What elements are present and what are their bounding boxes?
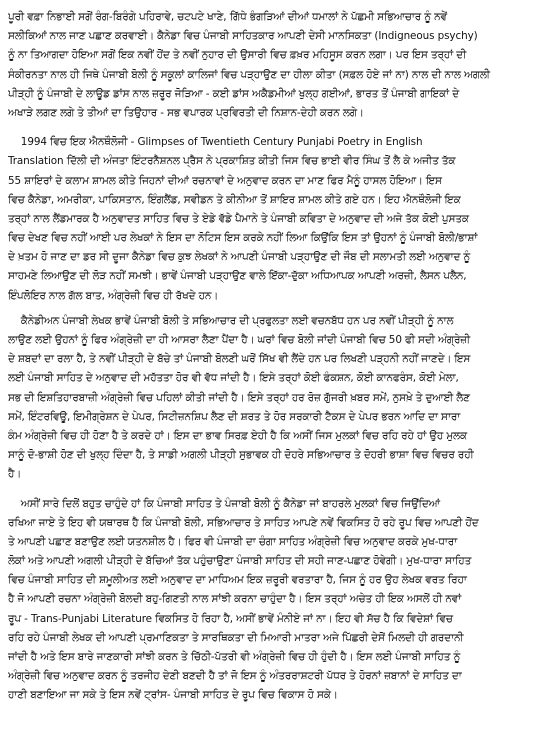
text-line: ਰੂਪ - Trans-Punjabi Literature ਵਿਕਸਿਤ ਹੋ ਰਿਹਾ ਹੈ, ਅਸੀਂ ਭਾਵੇਂ ਮੰਨੀਏ ਜਾਂ ਨਾ। ਇਹ ਵੀ ਸੱਚ ਹੈ ਕਿ ਵਿਦੇਸ਼ਾਂ ਵਿਚ	[8, 612, 453, 625]
text-line: ਵਿਚ ਦੇਖਣ ਵਿਚ ਨਹੀਂ ਆਈ ਪਰ ਲੇਖਕਾਂ ਨੇ ਇਸ ਦਾ ਨੋਟਿਸ ਇਸ ਕਰਕੇ ਨਹੀਂ ਲਿਆ ਕਿਉਂਕਿ ਇਸ ਤਾਂ ਉਹਨਾਂ ਨੂੰ ਪੰਜਾਬੀ ਬੋਲੀ/ਭਾਸ਼ਾਂ	[8, 232, 478, 245]
text-line: ਇੰਪਲੋਇਰ ਨਾਲ ਗੱਲ ਬਾਤ, ਅੰਗ੍ਰੇਜ਼ੀ ਵਿਚ ਹੀ ਰੱਖਦੇ ਹਨ।	[8, 289, 219, 302]
text-line: ਰਹਿ ਰਹੇ ਪੰਜਾਬੀ ਲੇਖਕ ਦੀ ਆਪਣੀ ਪ੍ਰਮਾਣਿਕਤਾ ਤੇ ਸਾਰਥਿਕਤਾ ਦੀ ਮਿਆਰੀ ਮਾਤਰਾ ਅਜੇ ਪਿੱਛਰੀ ਦੇਸੋਂ ਮਿਲਦੀ ਹੀ ਗਰਦਾਨੀ	[8, 631, 464, 644]
text-line: ਸੰਕੀਰਨਤਾ ਨਾਲ ਹੀ ਜਿਥੇ ਪੰਜਾਬੀ ਬੋਲੀ ਨੂੰ ਸਕੂਲਾਂ ਕਾਲਿਜਾਂ ਵਿਚ ਪੜ੍ਹਾਉਣ ਦਾ ਹੀਲਾ ਕੀਤਾ (ਸਫ਼ਲ ਹੋਏ ਜਾਂ ਨਾ) ਨਾਲ ਦੀ ਨਾਲ ਅਗਲੀ	[8, 68, 490, 81]
text-line: ਸਾਹਮਣੇ ਲਿਆਉਣ ਦੀ ਲੋੜ ਨਹੀਂ ਸਮਝੀ। ਭਾਵੇਂ ਪੰਜਾਬੀ ਪੜ੍ਹਾਉਣ ਵਾਲੇ ਇੱਕਾ-ਦੁੱਕਾ ਅਧਿਆਪਕ ਆਪਣੀ ਅਰਜ਼ੀ, ਲੈਸਨ ਪਲੈਨ,	[8, 270, 467, 283]
text-line: 1994 ਵਿਚ ਇਕ ਐਨਥੌਲੋਜੀ - Glimpses of Twentieth Century Punjabi Poetry in English	[8, 136, 423, 149]
text-line: ਹੈ।	[8, 468, 22, 481]
text-line: ਦੇ ਖ਼ਤਮ ਹੋ ਜਾਣ ਦਾ ਡਰ ਸੀ ਦੂਜਾ ਕੈਨੇਡਾ ਵਿਚ ਕੁਝ ਲੇਖਕਾਂ ਨੇ ਆਪਣੀ ਪੰਜਾਬੀ ਪੜ੍ਹਾਉਣ ਦੀ ਜੌਬ ਦੀ ਸਲਾਮਤੀ ਲਈ ਅਨੁਵਾਦ ਨੂੰ	[8, 251, 471, 264]
text-line: ਕੈਨੇਡੀਅਨ ਪੰਜਾਬੀ ਲੇਖਕ ਭਾਵੇਂ ਪੰਜਾਬੀ ਬੋਲੀ ਤੇ ਸਭਿਆਚਾਰ ਦੀ ਪ੍ਰਫੁਲਤਾ ਲਈ ਵਚਨਬੱਧ ਹਨ ਪਰ ਨਵੀਂ ਪੀੜ੍ਹੀ ਨੂੰ ਨਾਲ	[8, 314, 454, 327]
text-line: ਪੀੜ੍ਹੀ ਨੂੰ ਪੰਜਾਬੀ ਦੇ ਲਾਊਡ ਡਾਂਸ ਨਾਲ ਜ਼ਰੂਰ ਜੋੜਿਆ - ਕਈ ਡਾਂਸ ਅਕੈਡਮੀਆਂ ਖੁਲ੍ਹ ਗਈਆਂ, ਭਾਰਤ ਤੋਂ ਪੰਜਾਬੀ ਗਾਇਕਾਂ ਦੇ	[8, 87, 459, 100]
text-line: ਨੂੰ ਨਾ ਤਿਆਗਦਾ ਹੋਇਆ ਸਗੋਂ ਇਕ ਨਵੀਂ ਹੋਂਦ ਤੇ ਨਵੀਂ ਨੁਹਾਰ ਦੀ ਉਸਾਰੀ ਵਿਚ ਫ਼ਖ਼ਰ ਮਹਿਸੂਸ ਕਰਨ ਲਗਾ। ਪਰ ਇਸ ਤਰ੍ਹਾਂ ਦੀ	[8, 49, 467, 62]
paragraph-4	[8, 495, 542, 706]
text-line: ਅਸੀਂ ਸਾਰੇ ਦਿਲੋਂ ਬਹੁਤ ਚਾਹੁੰਦੇ ਹਾਂ ਕਿ ਪੰਜਾਬੀ ਸਾਹਿਤ ਤੇ ਪੰਜਾਬੀ ਬੋਲੀ ਨੂੰ ਕੈਨੇਡਾ ਜਾਂ ਬਾਹਰਲੇ ਮੁਲਕਾਂ ਵਿਚ ਜਿਉਂਦਿਆਂ	[8, 497, 440, 510]
text-line: ਹੈ ਜੋ ਆਪਣੀ ਰਚਨਾ ਅੰਗ੍ਰੇਜ਼ੀ ਬੋਲਦੀ ਬਹੁ-ਗਿਣਤੀ ਨਾਲ ਸਾਂਝੀ ਕਰਨਾ ਚਾਹੁੰਦਾ ਹੈ। ਇਸ ਤਰ੍ਹਾਂ ਅਚੇਤ ਹੀ ਇਕ ਅਸਲੋਂ ਹੀ ਨਵਾਂ	[8, 593, 462, 606]
text-line: ਵਿਚ ਪੰਜਾਬੀ ਸਾਹਿਤ ਦੀ ਸ਼ਮੂਲੀਅਤ ਲਈ ਅਨੁਵਾਦ ਦਾ ਮਾਧਿਅਮ ਇਕ ਜ਼ਰੂਰੀ ਵਰਤਾਰਾ ਹੈ, ਜਿਸ ਨੂੰ ਹਰ ਉਹ ਲੇਖਕ ਵਰਤ ਰਿਹਾ	[8, 574, 467, 587]
paragraph-1	[8, 8, 542, 123]
text-line: 55 ਸ਼ਾਇਰਾਂ ਦੇ ਕਲਾਮ ਸ਼ਾਮਲ ਕੀਤੇ ਜਿਹਨਾਂ ਦੀਆਂ ਰਚਨਾਵਾਂ ਦੇ ਅਨੁਵਾਦ ਕਰਨ ਦਾ ਮਾਣ ਫਿਰ ਮੈਨੂੰ ਹਾਸਲ ਹੋਇਆ। ਇਸ	[8, 174, 442, 187]
text-line: ਹਾਣੀ ਬਣਾਇਆ ਜਾ ਸਕੇ ਤੇ ਇਸ ਨਵੇਂ ਟ੍ਰਾਂਸ- ਪੰਜਾਬੀ ਸਾਹਿਤ ਦੇ ਰੂਪ ਵਿਚ ਵਿਕਾਸ ਹੋ ਸਕੇ।	[8, 689, 338, 702]
text-line: ਲਈ ਪੰਜਾਬੀ ਸਾਹਿਤ ਦੇ ਅਨੁਵਾਦ ਦੀ ਮਹੱਤਤਾ ਹੋਰ ਵੀ ਵੱਧ ਜਾਂਦੀ ਹੈ। ਇਸੇ ਤਰ੍ਹਾਂ ਕੋਈ ਫੰਕਸ਼ਨ, ਕੋਈ ਕਾਨਫਰੰਸ, ਕੋਈ ਮੇਲਾ,	[8, 372, 459, 385]
text-line: ਜਾਂਦੀ ਹੈ ਅਤੇ ਇਸ ਬਾਰੇ ਜਾਣਕਾਰੀ ਸਾਂਝੀ ਕਰਨ ਤੇ ਚਿੱਠੀ-ਪੱਤਰੀ ਵੀ ਅੰਗ੍ਰੇਜ਼ੀ ਵਿਚ ਹੀ ਹੁੰਦੀ ਹੈ। ਇਸ ਲਈ ਪੰਜਾਬੀ ਸਾਹਿਤ ਨੂੰ	[8, 651, 461, 663]
text-line: ਲਾਉਣ ਲਈ ਉਹਨਾਂ ਨੂੰ ਫਿਰ ਅੰਗ੍ਰੇਜ਼ੀ ਦਾ ਹੀ ਆਸਰਾ ਲੈਣਾ ਪੈਂਦਾ ਹੈ। ਘਰਾਂ ਵਿਚ ਬੋਲੀ ਜਾਂਦੀ ਪੰਜਾਬੀ ਵਿਚ 50 ਫੀ ਸਦੀ ਅੰਗ੍ਰੇਜ਼ੀ	[8, 334, 471, 346]
text-line: ਸਭ ਦੀ ਇਸ਼ਤਿਹਾਰਬਾਜ਼ੀ ਅੰਗ੍ਰੇਜ਼ੀ ਵਿਚ ਪਹਿਲਾਂ ਕੀਤੀ ਜਾਂਦੀ ਹੈ। ਇਸੇ ਤਰ੍ਹਾਂ ਹਰ ਰੋਜ਼ ਗੁੱਜਰੀ ਖ਼ਬਰ ਸਮੇਂ, ਨੁਸਖ਼ੇ ਤੇ ਦੁਆਈ ਲੈਣ	[8, 391, 470, 404]
text-line: ਸਲੀਕਿਆਂ ਨਾਲ ਜਾਣ ਪਛਾਣ ਕਰਵਾਈ। ਕੈਨੇਡਾ ਵਿਚ ਪੰਜਾਬੀ ਸਾਹਿਤਕਾਰ ਆਪਣੀ ਦੇਸੀ ਮਾਨਸਿਕਤਾ (Indigneous psychy)	[8, 30, 478, 43]
text-line: Translation ਦਿੱਲੀ ਦੀ ਅੰਜਤਾ ਇੰਟਰਨੈਸ਼ਨਲ ਪ੍ਰੈਸ ਨੇ ਪ੍ਰਕਾਸ਼ਿਤ ਕੀਤੀ ਜਿਸ ਵਿਚ ਭਾਈ ਵੀਰ ਸਿੰਘ ਤੋਂ ਲੈ ਕੇ ਅਜੀਤ ਤੱਕ	[8, 155, 456, 168]
paragraph-3	[8, 312, 542, 485]
text-line: ਦੇ ਸ਼ਬਦਾਂ ਦਾ ਰਲਾ ਹੈ, ਤੇ ਨਵੀਂ ਪੀੜ੍ਹੀ ਦੇ ਬੱਚੇ ਤਾਂ ਪੰਜਾਬੀ ਬੋਲਣੀ ਘਰੋਂ ਸਿੱਖ ਵੀ ਲੈਂਦੇ ਹਨ ਪਰ ਲਿਖਣੀ ਪੜ੍ਹਨੀ ਨਹੀਂ ਜਾਣਦੇ। ਇਸ	[8, 353, 471, 366]
text-line: ਵਿਚ ਕੈਨੇਡਾ, ਅਮਰੀਕਾ, ਪਾਕਿਸਤਾਨ, ਇੰਗਲੈਂਡ, ਸਵੀਡਨ ਤੇ ਕੀਨੀਆ ਤੋਂ ਸ਼ਾਇਰ ਸ਼ਾਮਲ ਕੀਤੇ ਗਏ ਹਨ। ਇਹ ਐਨਥੌਲੋਜੀ ਇਕ	[8, 193, 461, 206]
text-line: ਸਮੇਂ, ਇੰਟਰਵਿਊ, ਇਮੀਗ੍ਰੇਸ਼ਨ ਦੇ ਪੇਪਰ, ਸਿਟੀਜ਼ਨਸ਼ਿਪ ਲੈਣ ਦੀ ਸ਼ਰਤ ਤੇ ਹੋਰ ਸਰਕਾਰੀ ਟੈਕਸ ਦੇ ਪੇਪਰ ਭਰਨ ਆਦਿ ਦਾ ਸਾਰਾ	[8, 410, 461, 423]
text-line: ਅੰਗ੍ਰੇਜ਼ੀ ਵਿਚ ਅਨੁਵਾਦ ਕਰਨ ਨੂੰ ਤਰਜੀਹ ਦੇਣੀ ਬਣਦੀ ਹੈ ਤਾਂ ਜੋ ਇਸ ਨੂੰ ਅੰਤਰਰਾਸ਼ਟਰੀ ਪੱਧਰ ਤੇ ਹੋਰਨਾਂ ਜ਼ਬਾਨਾਂ ਦੇ ਸਾਹਿਤ ਦਾ	[8, 670, 462, 683]
text-line: ਰਖਿਆ ਜਾਏ ਤੇ ਇਹ ਵੀ ਯਥਾਰਥ ਹੈ ਕਿ ਪੰਜਾਬੀ ਬੋਲੀ, ਸਭਿਆਚਾਰ ਤੇ ਸਾਹਿਤ ਆਪਣੇ ਨਵੇਂ ਵਿਕਸਿਤ ਹੋ ਰਹੇ ਰੂਪ ਵਿਚ ਆਪਣੀ ਹੋਂਦ	[8, 516, 479, 529]
text-line: ਪੂਰੀ ਵਫ਼ਾ ਨਿਭਾਈ ਸਗੋਂ ਰੰਗ-ਬਿਰੰਗੇ ਪਹਿਰਾਵੇ, ਚਟਪਟੇ ਖਾਣੇ, ਗਿੱਧੇ ਭੰਗੜਿਆਂ ਦੀਆਂ ਧਮਾਲਾਂ ਨੇ ਪੱਛਮੀ ਸਭਿਆਚਾਰ ਨੂੰ ਨਵੇਂ	[8, 11, 447, 23]
text-line: ਲੋਕਾਂ ਅਤੇ ਆਪਣੀ ਅਗਲੀ ਪੀੜ੍ਹੀ ਦੇ ਬੱਚਿਆਂ ਤੱਕ ਪਹੁੰਚਾਉਣਾ ਪੰਜਾਬੀ ਸਾਹਿਤ ਦੀ ਸਹੀ ਜਾਣ-ਪਛਾਣ ਹੋਵੇਗੀ। ਮੁਖ-ਧਾਰਾ ਸਾਹਿਤ	[8, 555, 472, 568]
text-line: ਤਰ੍ਹਾਂ ਨਾਲ ਲੈਂਡਮਾਰਕ ਹੈ ਅਨੁਵਾਦਤ ਸਾਹਿਤ ਵਿਚ ਤੇ ਏਡੇ ਵੱਡੇ ਪੈਮਾਨੇ ਤੇ ਪੰਜਾਬੀ ਕਵਿਤਾ ਦੇ ਅਨੁਵਾਦ ਦੀ ਅਜੇ ਤੱਕ ਕੋਈ ਪੁਸਤਕ	[8, 212, 469, 225]
text-line: ਕੰਮ ਅੰਗ੍ਰੇਜ਼ੀ ਵਿਚ ਹੀ ਹੋਣਾ ਹੈ ਤੇ ਕਰਦੇ ਹਾਂ। ਇਸ ਦਾ ਭਾਵ ਸਿਰਫ਼ ਏਹੀ ਹੈ ਕਿ ਅਸੀਂ ਜਿਸ ਮੁਲਕਾਂ ਵਿਚ ਰਹਿ ਰਹੇ ਹਾਂ ਉਹ ਮੁਲਕ	[8, 429, 467, 442]
text-line: ਅਖਾੜੇ ਲਗਣ ਲਗੇ ਤੇ ਤੀਆਂ ਦਾ ਤਿਉਹਾਰ - ਸਭ ਵਪਾਰਕ ਪ੍ਰਵਿਰਤੀ ਦੀ ਨਿਸ਼ਾਨ-ਦੇਹੀ ਕਰਨ ਲਗੇ।	[8, 106, 364, 119]
paragraph-2	[8, 133, 542, 306]
text-line: ਤੇ ਆਪਣੀ ਪਛਾਣ ਬਣਾਉਣ ਲਈ ਯਤਨਸ਼ੀਲ ਹੈ। ਫਿਰ ਵੀ ਪੰਜਾਬੀ ਦਾ ਚੰਗਾ ਸਾਹਿਤ ਅੰਗ੍ਰੇਜ਼ੀ ਵਿਚ ਅਨੁਵਾਦ ਕਰਕੇ ਮੁਖ-ਧਾਰਾ	[8, 535, 458, 548]
text-line: ਸਾਨੂੰ ਦੋ-ਭਾਸ਼ੀ ਹੋਣ ਦੀ ਖੁਲ੍ਹ ਦਿੰਦਾ ਹੈ, ਤੇ ਸਾਡੀ ਅਗਲੀ ਪੀੜ੍ਹੀ ਸੁਭਾਵਕ ਹੀ ਦੋਹਰੇ ਸਭਿਆਚਾਰ ਤੇ ਦੋਹਰੀ ਭਾਸ਼ਾ ਵਿਚ ਵਿਚਰ ਰਹੀ	[8, 449, 474, 462]
